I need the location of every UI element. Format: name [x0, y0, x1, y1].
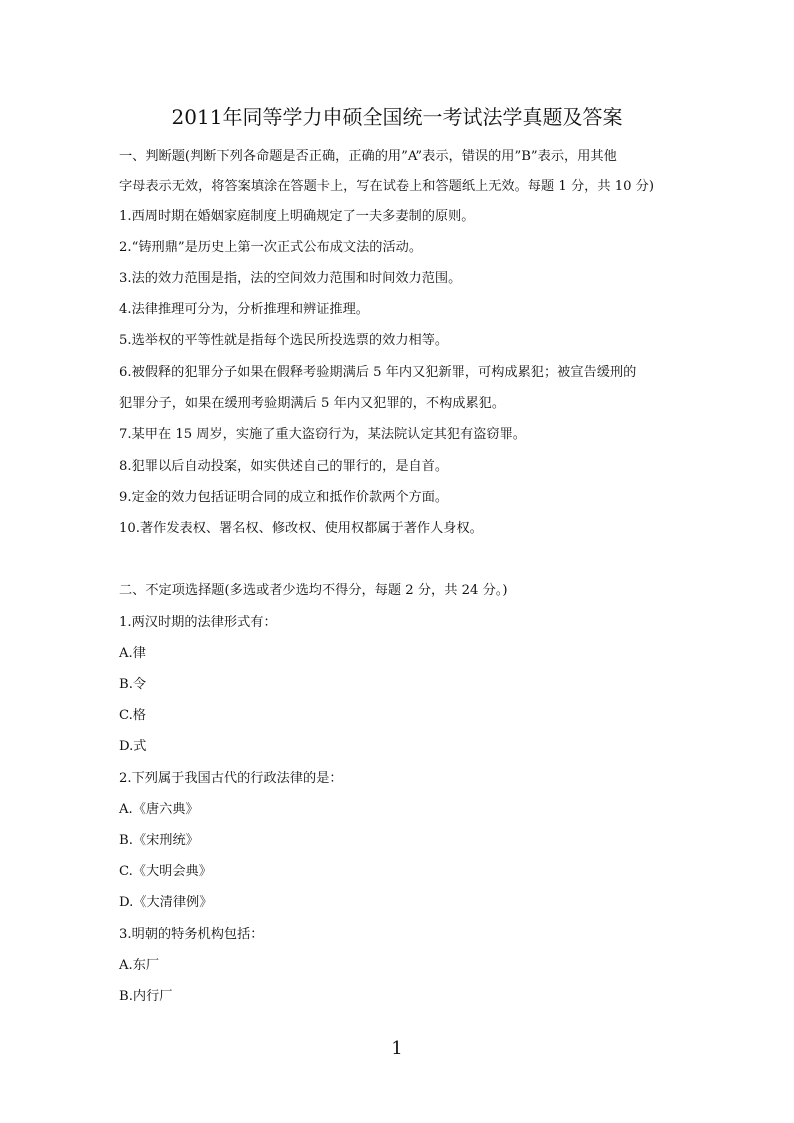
section1-item: 8.犯罪以后自动投案，如实供述自己的罪行的，是自首。: [119, 459, 449, 474]
section1-heading-line1: 一、判断题(判断下列各命题是否正确，正确的用”A”表示，错误的用”B”表示，用其他: [119, 149, 617, 164]
section1-item: 6.被假释的犯罪分子如果在假释考验期满后 5 年内又犯新罪，可构成累犯；被宣告缓刑的: [119, 365, 637, 380]
section1-item: 3.法的效力范围是指，法的空间效力范围和时间效力范围。: [119, 271, 462, 286]
section2-item: 3.明朝的特务机构包括：: [119, 927, 264, 942]
section1-heading-line2: 字母表示无效，将答案填涂在答题卡上，写在试卷上和答题纸上无效。每题 1 分，共 10 分): [119, 179, 655, 194]
section1-item: 5.选举权的平等性就是指每个选民所投选票的效力相等。: [119, 333, 449, 348]
section2-heading: 二、不定项选择题(多选或者少选均不得分，每题 2 分，共 24 分。): [119, 583, 508, 598]
document-title: 2011年同等学力申硕全国统一考试法学真题及答案: [171, 105, 623, 129]
section2-item: 2.下列属于我国古代的行政法律的是：: [119, 771, 343, 786]
section2-item: D.《大清律例》: [119, 895, 213, 910]
section1-item: 9.定金的效力包括证明合同的成立和抵作价款两个方面。: [119, 490, 449, 505]
section2-item: B.内行厂: [119, 989, 173, 1004]
section2-item: C.《大明会典》: [119, 864, 212, 879]
page-number: 1: [391, 1038, 403, 1059]
section1-item: 2.“铸刑鼎”是历史上第一次正式公布成文法的活动。: [119, 240, 423, 255]
section2-item: A.《唐六典》: [119, 802, 199, 817]
section1-item: 7.某甲在 15 周岁，实施了重大盗窃行为，某法院认定其犯有盗窃罪。: [119, 427, 526, 442]
section2-item: B.令: [119, 677, 147, 692]
section2-item: A.律: [119, 646, 146, 661]
section1-item: 犯罪分子，如果在缓刑考验期满后 5 年内又犯罪的，不构成累犯。: [119, 396, 506, 411]
section1-item: 10.著作发表权、署名权、修改权、使用权都属于著作人身权。: [119, 521, 483, 536]
section2-item: A.东厂: [119, 958, 160, 973]
section2-item: B.《宋刑统》: [119, 833, 199, 848]
section2-item: D.式: [119, 739, 147, 754]
section1-item: 4.法律推理可分为，分析推理和辨证推理。: [119, 302, 369, 317]
section1-item: 1.西周时期在婚姻家庭制度上明确规定了一夫多妻制的原则。: [119, 209, 475, 224]
section2-item: C.格: [119, 708, 146, 723]
section2-item: 1.两汉时期的法律形式有：: [119, 615, 277, 630]
